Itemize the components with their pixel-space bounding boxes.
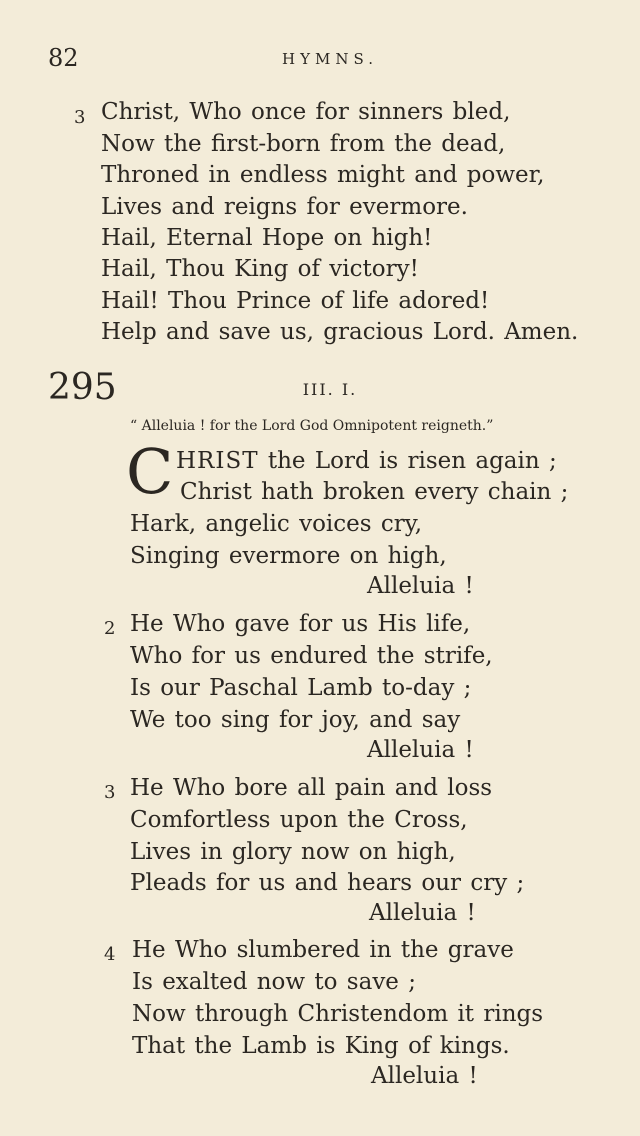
verse-line: Comfortless upon the Cross, [130,807,468,833]
verse-line: He Who bore all pain and loss [130,775,493,801]
verse-line: Pleads for us and hears our cry ; [130,870,525,896]
verse-number: 3 [74,107,86,128]
verse-line: Christ hath broken every chain ; [180,479,569,505]
verse-line: That the Lamb is King of kings. [132,1033,510,1059]
verse-number: 4 [104,944,116,965]
verse-line: Hail, Thou King of victory! [101,256,419,282]
refrain: Alleluia ! [367,573,474,599]
hymn-number: 295 [48,367,117,408]
verse-line: Who for us endured the strife, [130,643,493,669]
verse-line: Hail, Eternal Hope on high! [101,225,433,251]
first-line-caps: HRIST [176,448,259,474]
verse-number: 2 [104,618,116,639]
verse-line: We too sing for joy, and say [130,707,461,733]
refrain: Alleluia ! [367,737,474,763]
verse-line: Singing evermore on high, [130,543,447,569]
verse-line: Hark, angelic voices cry, [130,511,423,537]
verse-line: Christ, Who once for sinners bled, [101,99,511,125]
page-number: 82 [48,44,79,72]
tune-meter: III. I. [302,380,358,399]
verse-line-amen: Help and save us, gracious Lord. Amen. [101,319,579,345]
verse-line: Is exalted now to save ; [132,969,416,995]
verse-number: 3 [104,782,116,803]
first-line [176,446,557,476]
running-title: HYMNS. [282,50,378,68]
drop-cap: C [126,435,174,508]
epigraph: “ Alleluia ! for the Lord God Omnipotent reigneth.” [130,418,494,434]
verse-line: Lives and reigns for evermore. [101,194,468,220]
verse-line: Now the first-born from the dead, [101,131,506,157]
verse-line: Lives in glory now on high, [130,839,456,865]
verse-line: Is our Paschal Lamb to-day ; [130,675,472,701]
verse-line: He Who gave for us His life, [130,611,471,637]
verse-line: He Who slumbered in the grave [132,937,514,963]
first-line-rest: the Lord is risen again ; [258,448,557,474]
verse-line: Throned in endless might and power, [101,162,545,188]
verse-line: Hail! Thou Prince of life adored! [101,288,490,314]
refrain: Alleluia ! [369,900,476,926]
verse-line: Now through Christendom it rings [132,1001,544,1027]
refrain: Alleluia ! [371,1063,478,1089]
